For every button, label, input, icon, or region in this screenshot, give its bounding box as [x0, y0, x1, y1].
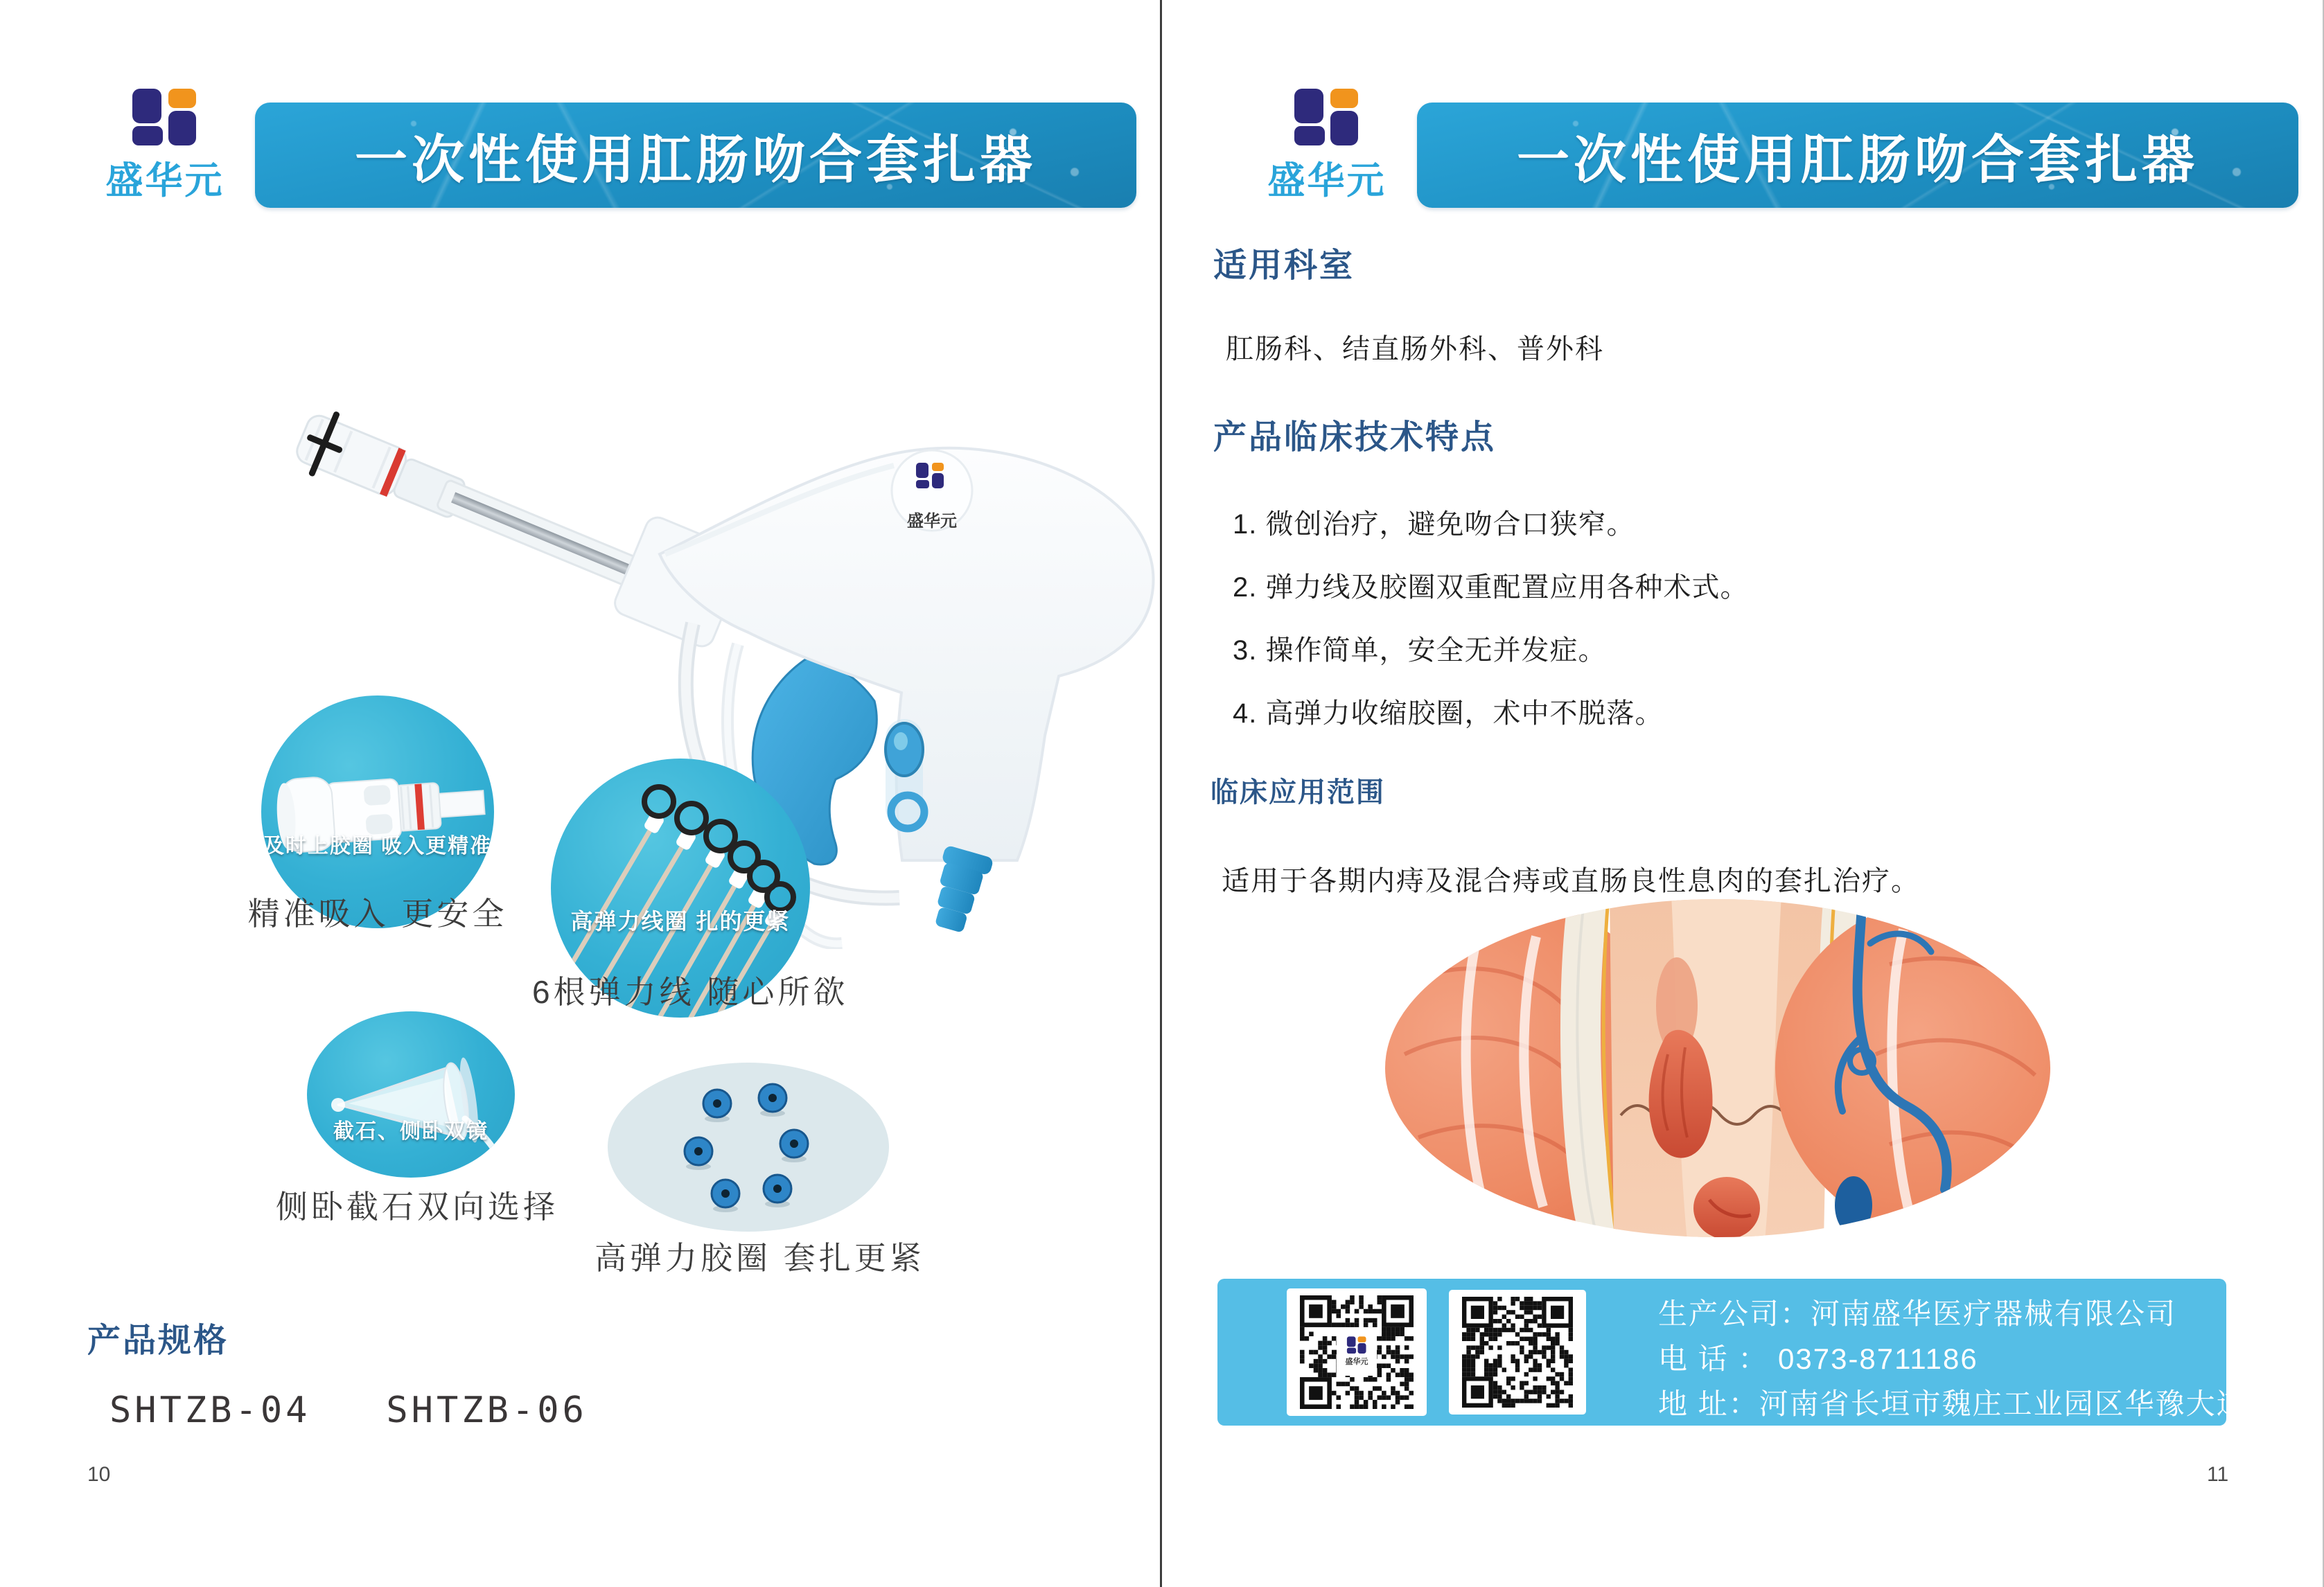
clinical-feature-item: 4. 高弹力收缩胶圈，术中不脱落。	[1233, 698, 1664, 729]
page-title: 一次性使用肛肠吻合套扎器	[1517, 130, 2199, 190]
page-number-left: 10	[87, 1463, 111, 1486]
scope-body: 适用于各期内痔及混合痔或直肠良性息肉的套扎治疗。	[1222, 866, 1920, 896]
feature-overlay-caption: 高弹力线圈 扎的更紧	[570, 909, 791, 934]
feature-caption: 高弹力胶圈 套扎更紧	[595, 1240, 925, 1276]
qr-center-logo-text: 盛华元	[1345, 1358, 1368, 1366]
feature-photo-rubber-rings	[608, 1063, 889, 1232]
page-title-banner	[1417, 103, 2298, 208]
brand-logo-icon	[130, 89, 200, 147]
clinical-feature-list	[1233, 493, 1748, 745]
feature-photo-anoscope	[307, 1011, 515, 1178]
feature-caption: 精准吸入 更安全	[247, 896, 508, 932]
brand-logo-icon	[1346, 1336, 1367, 1354]
page-right	[1162, 0, 2324, 1587]
qr-code-website	[1449, 1290, 1586, 1415]
scope-heading: 临床应用范围	[1211, 777, 1385, 808]
brand-logo-icon	[1292, 89, 1362, 147]
brand-logo-text: 盛华元	[1267, 160, 1387, 202]
anatomy-illustration-hemorrhoids	[1377, 895, 2059, 1241]
model-numbers: SHTZB-04 SHTZB-06	[109, 1390, 588, 1431]
page-number-right: 11	[2207, 1463, 2229, 1486]
clinical-feature-item: 1. 微创治疗，避免吻合口狭窄。	[1233, 509, 1635, 540]
contact-lines	[1658, 1291, 2308, 1426]
qr-center-logo	[1337, 1327, 1377, 1376]
contact-address: 地 址：河南省长垣市魏庄工业园区华豫大道西侧	[1658, 1387, 2308, 1420]
feature-caption: 6根弹力线 随心所欲	[532, 974, 849, 1010]
feature-overlay-caption: 截石、侧卧双镜	[333, 1120, 488, 1143]
brand-logo-text: 盛华元	[105, 160, 225, 202]
qr-code-wechat	[1287, 1288, 1427, 1416]
manufacturer-contact-block	[1217, 1279, 2308, 1426]
brand-logo	[1256, 89, 1398, 204]
page-title: 一次性使用肛肠吻合套扎器	[355, 130, 1037, 190]
anoscope-closeup	[307, 1011, 515, 1178]
brand-logo	[94, 89, 236, 204]
feature-caption: 侧卧截石双向选择	[276, 1189, 558, 1225]
contact-company: 生产公司：河南盛华医疗器械有限公司	[1658, 1297, 2177, 1330]
page-title-banner	[255, 103, 1136, 208]
departments-body: 肛肠科、结直肠外科、普外科	[1226, 334, 1604, 364]
qr-code-icon	[1462, 1297, 1573, 1408]
specs-heading: 产品规格	[87, 1322, 229, 1359]
feature-overlay-caption: 及时上胶圈 吸入更精准	[263, 835, 493, 858]
contact-phone: 电 话 ： 0373-8711186	[1658, 1342, 1978, 1375]
departments-heading: 适用科室	[1213, 247, 1355, 284]
device-badge-text: 盛华元	[907, 512, 957, 531]
clinical-feature-item: 3. 操作简单，安全无并发症。	[1233, 635, 1607, 666]
clinical-heading: 产品临床技术特点	[1213, 419, 1497, 456]
rubber-rings-closeup	[608, 1063, 889, 1232]
clinical-feature-item: 2. 弹力线及胶圈双重配置应用各种术式。	[1233, 572, 1749, 603]
